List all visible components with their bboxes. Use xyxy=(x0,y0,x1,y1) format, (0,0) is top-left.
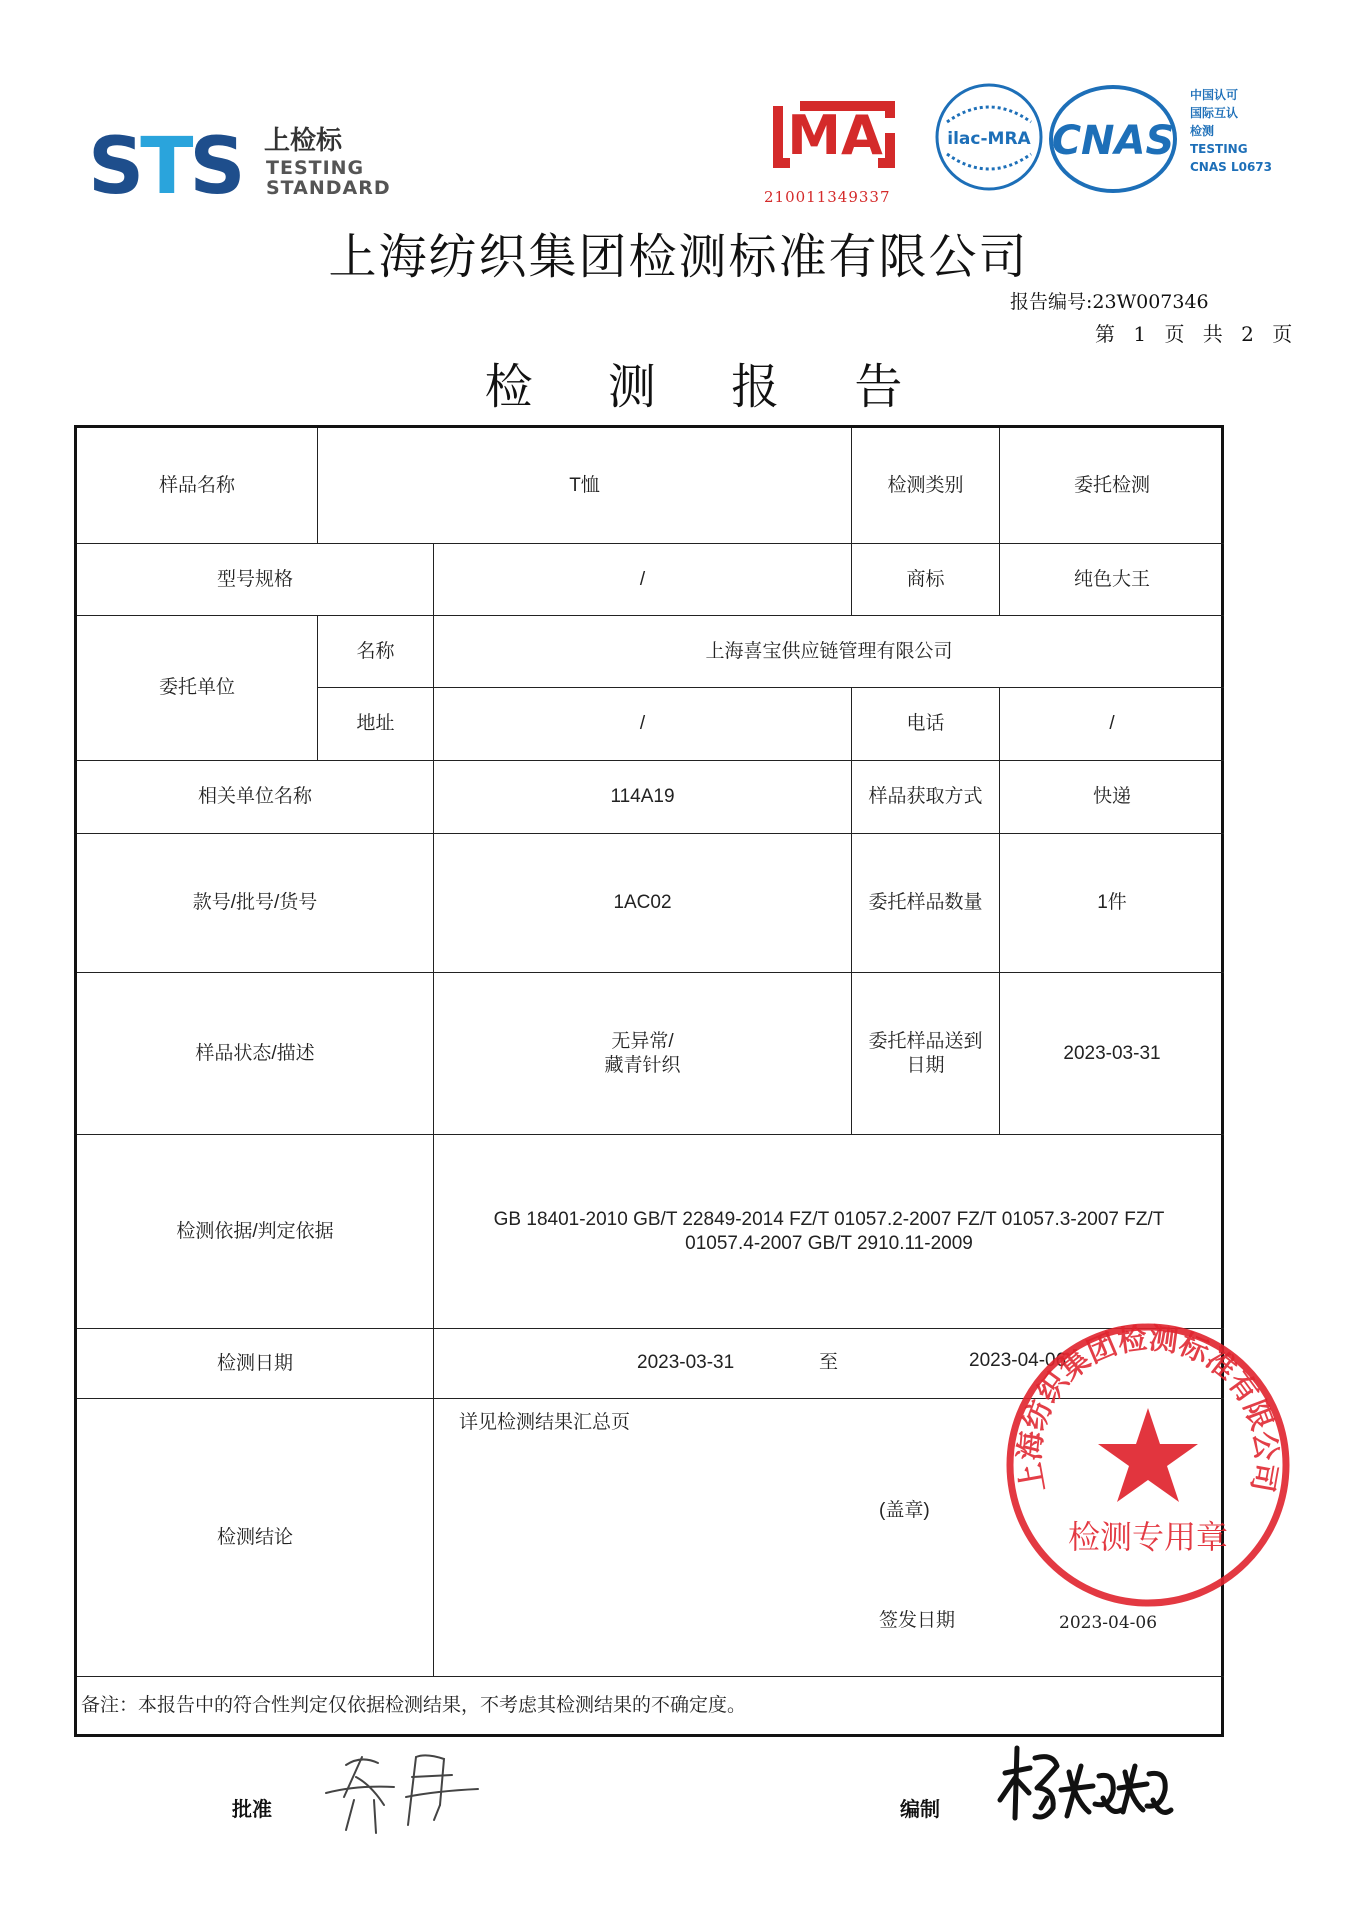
qty-label: 委托样品数量 xyxy=(852,834,1000,973)
cnas-text-5: CNAS L0673 xyxy=(1190,160,1273,174)
sts-logo-en-1: TESTING xyxy=(266,157,365,179)
client-name-label: 名称 xyxy=(318,616,434,688)
basis-label: 检测依据/判定依据 xyxy=(77,1135,434,1329)
related-value: 114A19 xyxy=(434,761,852,834)
approve-signature xyxy=(316,1745,486,1844)
date-from: 2023-03-31 xyxy=(637,1352,735,1373)
client-label: 委托单位 xyxy=(77,616,318,761)
phone-value: / xyxy=(1000,688,1224,761)
test-type-value: 委托检测 xyxy=(1000,428,1224,544)
state-value xyxy=(434,973,852,1135)
basis-line-2: 01057.4-2007 GB/T 2910.11-2009 xyxy=(685,1232,973,1254)
cma-mark: MA xyxy=(787,104,883,167)
remark: 备注：本报告中的符合性判定仅依据检测结果，不考虑其检测结果的不确定度。 xyxy=(81,1694,747,1716)
sample-name-value: T恤 xyxy=(318,428,852,544)
model-value: / xyxy=(434,544,852,616)
cnas-text-4: TESTING xyxy=(1190,142,1248,156)
approve-label: 批准 xyxy=(232,1797,272,1821)
state-line-1: 无异常/ xyxy=(611,1030,674,1052)
cnas-mark: CNAS xyxy=(1051,118,1175,164)
phone-label: 电话 xyxy=(852,688,1000,761)
compile-signature xyxy=(995,1738,1175,1842)
stamp-outer-text: 上海纺织集团检测标准有限公司 xyxy=(1012,1320,1284,1495)
ilac-mark: ilac-MRA xyxy=(947,129,1031,149)
style-value: 1AC02 xyxy=(434,834,852,973)
cnas-text-3: 检测 xyxy=(1190,124,1215,138)
sts-logo-cn: 上检标 xyxy=(264,126,343,156)
sampling-label: 样品获取方式 xyxy=(852,761,1000,834)
ilac-mra-logo xyxy=(933,82,1045,196)
cnas-text xyxy=(1190,86,1272,176)
sts-logo-mark: STS xyxy=(88,122,242,212)
sts-logo-en xyxy=(266,158,391,198)
official-stamp xyxy=(1003,1320,1293,1614)
cnas-text-2: 国际互认 xyxy=(1190,106,1239,120)
cnas-text-1: 中国认可 xyxy=(1190,88,1239,102)
sts-logo xyxy=(88,122,242,212)
test-type-label: 检测类别 xyxy=(852,428,1000,544)
related-label: 相关单位名称 xyxy=(77,761,434,834)
document-title: 检 测 报 告 xyxy=(484,359,933,415)
sample-name-label: 样品名称 xyxy=(77,428,318,544)
page-number: 第 1 页 共 2 页 xyxy=(1095,322,1299,346)
client-addr-value: / xyxy=(434,688,852,761)
trademark-label: 商标 xyxy=(852,544,1000,616)
sampling-value: 快递 xyxy=(1000,761,1224,834)
qty-value: 1件 xyxy=(1000,834,1224,973)
issue-date-label: 签发日期 xyxy=(879,1610,956,1631)
model-label: 型号规格 xyxy=(77,544,434,616)
sts-logo-en-2: STANDARD xyxy=(266,177,391,199)
compile-label: 编制 xyxy=(900,1797,940,1821)
arrival-label xyxy=(852,973,1000,1135)
arrival-label-2: 日期 xyxy=(906,1054,945,1076)
client-name-value: 上海喜宝供应链管理有限公司 xyxy=(434,616,1224,688)
arrival-label-1: 委托样品送到 xyxy=(868,1030,983,1052)
seal-text: (盖章) xyxy=(879,1500,930,1521)
state-label: 样品状态/描述 xyxy=(77,973,434,1135)
basis-value xyxy=(434,1135,1224,1329)
conclusion-label: 检测结论 xyxy=(77,1399,434,1677)
state-line-2: 藏青针织 xyxy=(604,1054,681,1076)
issue-date-value: 2023-04-06 xyxy=(1059,1613,1158,1633)
cnas-logo xyxy=(1048,84,1178,198)
date-to: 2023-04-06 xyxy=(969,1350,1067,1371)
stamp-inner-text: 检测专用章 xyxy=(1067,1518,1229,1556)
arrival-value: 2023-03-31 xyxy=(1000,973,1224,1135)
report-number: 报告编号:23W007346 xyxy=(1010,291,1209,313)
conclusion-text: 详见检测结果汇总页 xyxy=(459,1412,631,1433)
date-label: 检测日期 xyxy=(77,1329,434,1399)
style-label: 款号/批号/货号 xyxy=(77,834,434,973)
cma-logo xyxy=(760,88,910,192)
basis-line-1: GB 18401-2010 GB/T 22849-2014 FZ/T 01057.2-2007 FZ/T 01057.3-2007 FZ/T xyxy=(493,1208,1165,1230)
client-addr-label: 地址 xyxy=(318,688,434,761)
cma-number: 210011349337 xyxy=(764,188,891,206)
trademark-value: 纯色大王 xyxy=(1000,544,1224,616)
company-name: 上海纺织集团检测标准有限公司 xyxy=(328,229,1029,285)
date-to-word: 至 xyxy=(819,1352,839,1373)
